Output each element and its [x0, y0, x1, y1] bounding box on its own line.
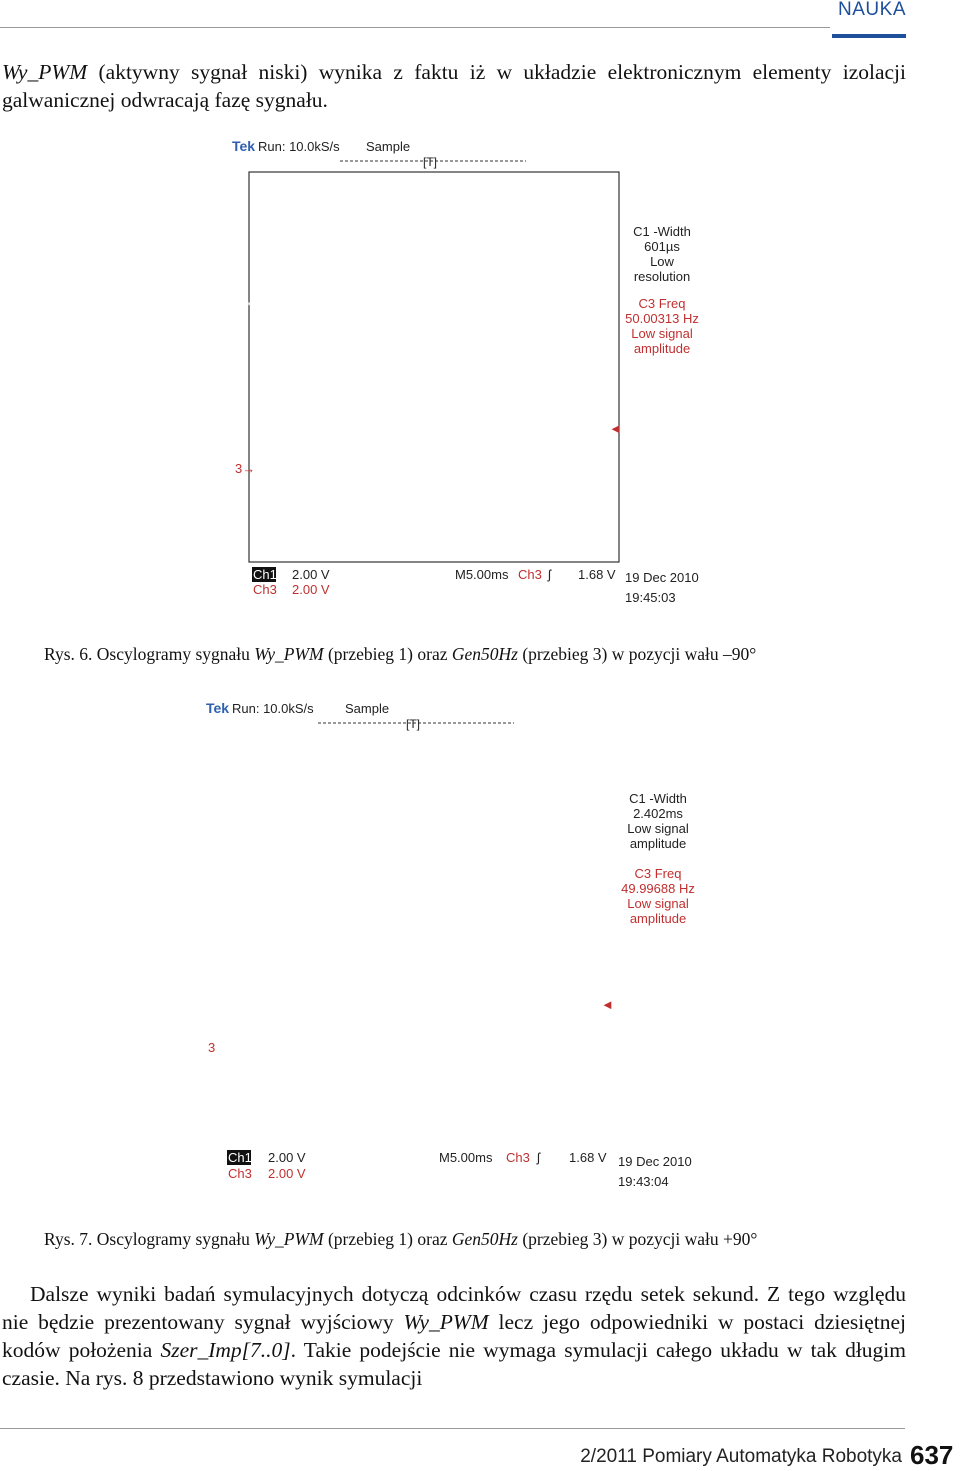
time: 19:45:03 — [625, 590, 676, 605]
ch3-trigger-arrow: ◄ — [609, 421, 622, 436]
meas1-line1: C1 -Width — [633, 224, 691, 239]
trigger-level: 1.68 V — [578, 567, 616, 582]
header-rule — [0, 27, 830, 28]
meas2-line4: amplitude — [629, 911, 687, 926]
caption-suffix: (przebieg 3) w pozycji wału –90° — [517, 644, 757, 664]
run-rate: Run: 10.0kS/s — [232, 701, 314, 716]
date: 19 Dec 2010 — [618, 1154, 692, 1169]
tek-brand: Tek — [232, 138, 256, 154]
body-text-3: . Takie podejście nie wymaga symulacji całego układu w tak długim czasie. Na rys. 8 przedstawiono wynik symulacji — [2, 1338, 906, 1390]
ch3-label: Ch3 — [253, 582, 277, 597]
ch3-scale: 2.00 V — [292, 582, 330, 597]
meas1-line4: resolution — [633, 269, 691, 284]
trigger-slope-icon: ʃ — [537, 1150, 540, 1165]
screen-border — [249, 172, 619, 562]
ch1-label: Ch1 — [253, 567, 277, 582]
caption-fig7 — [44, 1228, 757, 1250]
ch1-scale: 2.00 V — [292, 567, 330, 582]
tek-brand: Tek — [206, 700, 230, 716]
meas2-line3: Low signal — [631, 326, 693, 341]
ch3-trigger-arrow: ◄ — [601, 997, 614, 1012]
journal-name: 2/2011 Pomiary Automatyka Robotyka — [580, 1446, 902, 1467]
trigger-t-marker: T — [430, 292, 437, 304]
acq-mode: Sample — [345, 701, 390, 716]
caption-signal-1: Wy_PWM — [254, 644, 324, 664]
ch1-label: Ch1 — [228, 1150, 252, 1165]
caption-signal-2: Gen50Hz — [451, 644, 518, 664]
trigger-position-mark: [T] — [423, 155, 437, 169]
ch3-marker: 3→ — [235, 461, 256, 476]
ch1-scale: 2.00 V — [268, 1150, 306, 1165]
date: 19 Dec 2010 — [625, 570, 699, 585]
ch3-label: Ch3 — [228, 1166, 252, 1181]
measurement-c3 — [625, 296, 699, 356]
oscillogram-fig7 — [0, 692, 960, 1192]
measurement-c3 — [621, 866, 695, 926]
trigger-level: 1.68 V — [569, 1150, 607, 1165]
time: 19:43:04 — [618, 1174, 669, 1189]
measurement-c1 — [633, 224, 691, 284]
meas2-line2: 50.00313 Hz — [625, 311, 699, 326]
section-tag: NAUKA — [832, 0, 906, 38]
meas1-line4: amplitude — [629, 836, 687, 851]
oscillogram-fig6 — [0, 130, 960, 610]
acq-mode: Sample — [366, 139, 411, 154]
caption-signal-1: Wy_PWM — [254, 1229, 324, 1249]
body-text-2: lecz jego odpowiedniki w postaci dziesiętnej kodów położenia — [2, 1310, 906, 1362]
ch1-marker: 1→ — [207, 865, 228, 880]
caption-mid: (przebieg 1) oraz — [323, 644, 452, 664]
trigger-position-mark: [T] — [406, 717, 420, 731]
body-signal: Wy_PWM — [403, 1310, 489, 1334]
page-number: 637 — [910, 1440, 954, 1470]
meas1-line2: 601µs — [644, 239, 680, 254]
meas1-line3: Low — [650, 254, 674, 269]
meas1-line2: 2.402ms — [633, 806, 683, 821]
trigger-slope-icon: ʃ — [548, 567, 551, 582]
ch3-marker: 3 — [208, 1040, 216, 1055]
meas2-line4: amplitude — [633, 341, 691, 356]
caption-prefix: Rys. 6. Oscylogramy sygnału — [44, 644, 255, 664]
footer-rule — [0, 1428, 905, 1429]
meas1-line1: C1 -Width — [629, 791, 687, 806]
meas1-line3: Low signal — [627, 821, 689, 836]
intro-signal: Wy_PWM — [2, 60, 88, 84]
trigger-channel: Ch3 — [506, 1150, 530, 1165]
intro-paragraph — [2, 58, 906, 114]
body-code: Szer_Imp[7..0] — [160, 1338, 291, 1362]
meas2-line2: 49.99688 Hz — [621, 881, 695, 896]
timebase: M5.00ms — [439, 1150, 493, 1165]
meas2-line1: C3 Freq — [638, 296, 686, 311]
body-text-1: Dalsze wyniki badań symulacyjnych dotyczą odcinków czasu rzędu setek sekund. Z tego względu nie będzie prezentowany sygnał wyjściowy — [2, 1282, 906, 1334]
meas2-line1: C3 Freq — [634, 866, 682, 881]
measurement-c1 — [627, 791, 689, 851]
meas2-line3: Low signal — [627, 896, 689, 911]
timebase: M5.00ms — [455, 567, 509, 582]
caption-fig6 — [44, 643, 756, 665]
trigger-t-marker: T — [414, 776, 421, 788]
ch3-scale: 2.00 V — [268, 1166, 306, 1181]
body-paragraph — [2, 1280, 906, 1392]
run-rate: Run: 10.0kS/s — [258, 139, 340, 154]
caption-mid: (przebieg 1) oraz — [323, 1229, 452, 1249]
intro-text: (aktywny sygnał niski) wynika z faktu iż w układzie elektronicznym elementy izolacji galwanicznej odwracają fazę sygnału. — [2, 60, 906, 112]
ch1-marker: 1→ — [233, 294, 254, 309]
caption-suffix: (przebieg 3) w pozycji wału +90° — [517, 1229, 758, 1249]
trigger-channel: Ch3 — [518, 567, 542, 582]
caption-prefix: Rys. 7. Oscylogramy sygnału — [44, 1229, 255, 1249]
caption-signal-2: Gen50Hz — [451, 1229, 518, 1249]
